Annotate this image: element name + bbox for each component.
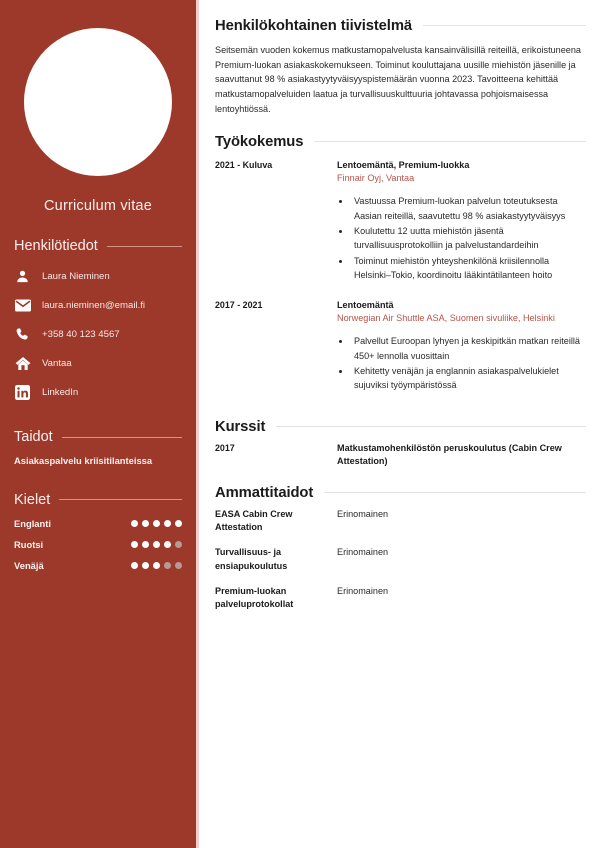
phone-icon	[14, 327, 31, 342]
profile-photo-container	[14, 0, 182, 176]
experience-body	[337, 299, 586, 394]
sidebar-heading-languages-label: Kielet	[14, 491, 51, 508]
proskill-row	[215, 585, 586, 611]
language-name: Englanti	[14, 517, 51, 529]
contact-email-value: laura.nieminen@email.fi	[42, 299, 146, 311]
experience-bullet: • Palvellut Euroopan lyhyen ja keskipitkän matkan reiteillä 450+ lennolla vuosittain	[351, 334, 586, 363]
home-icon	[14, 356, 31, 371]
rating-dot	[142, 541, 149, 548]
proskill-level: Erinomainen	[337, 585, 389, 596]
rating-dot	[164, 541, 171, 548]
contact-location-value: Vantaa	[42, 357, 72, 369]
rating-dot-empty	[175, 562, 182, 569]
proskill-level: Erinomainen	[337, 547, 389, 558]
section-heading-courses-label: Kurssit	[215, 418, 266, 435]
language-name: Ruotsi	[14, 538, 44, 550]
experience-bullet: • Koulutettu 12 uutta miehistön jäsentä turvallisuusprotokolliin ja palvelustandardeihin	[351, 224, 586, 253]
language-item	[14, 560, 182, 571]
section-rule	[276, 426, 586, 427]
course-date: 2017	[215, 442, 235, 453]
experience-bullet-list	[351, 194, 586, 282]
rating-dot	[153, 541, 160, 548]
rating-dot	[153, 562, 160, 569]
contact-item-location	[14, 351, 182, 376]
section-heading-summary-label: Henkilökohtainen tiivistelmä	[215, 18, 413, 34]
section-heading-proskills	[215, 485, 586, 501]
rating-dot	[175, 520, 182, 527]
course-entry	[215, 442, 586, 469]
course-body	[337, 442, 586, 469]
rating-dot	[164, 520, 171, 527]
contact-name-value: Laura Nieminen	[42, 270, 110, 282]
rating-dot	[142, 562, 149, 569]
heading-rule	[107, 246, 182, 247]
rating-dot-empty	[164, 562, 171, 569]
contact-linkedin-value: LinkedIn	[42, 386, 79, 398]
sidebar-heading-contact-label: Henkilötiedot	[14, 238, 98, 254]
experience-date: 2021 - Kuluva	[215, 159, 273, 170]
section-rule	[324, 492, 586, 493]
section-rule	[314, 141, 586, 142]
section-rule	[423, 25, 586, 26]
section-heading-experience	[215, 134, 586, 150]
contact-item-email[interactable]	[14, 293, 182, 318]
rating-dot	[131, 541, 138, 548]
experience-body	[337, 159, 586, 284]
rating-dot	[131, 562, 138, 569]
main-content	[199, 0, 600, 848]
proskill-row	[215, 546, 586, 572]
experience-bullet: • Vastuussa Premium-luokan palvelun toteutuksesta Aasian reiteillä, saavutettu 98 % asiakastyytyväisyys	[351, 194, 586, 223]
rating-dot-empty	[175, 541, 182, 548]
experience-role: Lentoemäntä	[337, 299, 394, 310]
experience-date: 2017 - 2021	[215, 299, 263, 310]
sidebar-heading-contact	[14, 238, 182, 254]
language-item	[14, 518, 182, 529]
language-rating	[131, 541, 182, 548]
proskill-level: Erinomainen	[337, 509, 389, 520]
contact-phone-value: +358 40 123 4567	[42, 328, 120, 340]
spacer	[215, 409, 586, 419]
heading-rule	[62, 437, 182, 438]
section-heading-courses	[215, 419, 586, 435]
proskill-name: Turvallisuus- ja ensiapukoulutus	[215, 547, 288, 571]
section-heading-experience-label: Työkokemus	[215, 133, 304, 150]
experience-entry	[215, 299, 586, 394]
experience-bullet-list	[351, 334, 586, 392]
contact-item-phone[interactable]	[14, 322, 182, 347]
experience-entry	[215, 159, 586, 284]
contact-item-name	[14, 264, 182, 289]
rating-dot	[153, 520, 160, 527]
person-icon	[14, 269, 31, 284]
section-heading-summary	[215, 18, 586, 34]
document-type-label: Curriculum vitae	[44, 198, 152, 214]
heading-rule	[59, 499, 182, 500]
email-icon	[14, 299, 31, 312]
experience-bullet: • Toiminut miehistön yhteyshenkilönä kriisilennolla Helsinki–Tokio, koordinoitu lääkintätilanteen hoito	[351, 254, 586, 283]
spacer	[215, 472, 586, 485]
proskill-row	[215, 508, 586, 534]
experience-bullet: • Kehitetty venäjän ja englannin asiakaspalvelukielet sujuviksi työympäristössä	[351, 364, 586, 393]
language-item	[14, 539, 182, 550]
language-rating	[131, 562, 182, 569]
language-name: Venäjä	[14, 559, 44, 571]
skill-item: Asiakaspalvelu kriisitilanteissa	[14, 455, 153, 466]
sidebar-heading-skills	[14, 429, 182, 445]
contact-item-linkedin[interactable]	[14, 380, 182, 405]
proskill-name: Premium-luokan palveluprotokollat	[215, 585, 294, 609]
proskill-name: EASA Cabin Crew Attestation	[215, 509, 293, 533]
avatar	[24, 28, 172, 176]
experience-organization: Norwegian Air Shuttle ASA, Suomen sivuliike, Helsinki	[337, 312, 555, 323]
rating-dot	[131, 520, 138, 527]
linkedin-icon	[14, 385, 31, 400]
language-rating	[131, 520, 182, 527]
sidebar-heading-languages	[14, 492, 182, 508]
sidebar	[0, 0, 199, 848]
summary-text: Seitsemän vuoden kokemus matkustamopalvelusta kansainvälisillä reiteillä, erikoistuneena Premium-luokan asiakaskokemukseen. Toiminut kouluttajana uusille miehistön jäsenille ja saavuttanut 98 % asiakastyytyväisyyspistemäärän vuonna 2023. Tavoitteena kehittää matkustamopalveluiden laatua ja turvallisuuskulttuuria johtavassa pohjoismaisessa lentoyhtiössä.	[215, 45, 581, 114]
section-heading-proskills-label: Ammattitaidot	[215, 485, 314, 502]
experience-organization: Finnair Oyj, Vantaa	[337, 172, 415, 183]
rating-dot	[142, 520, 149, 527]
course-title: Matkustamohenkilöstön peruskoulutus (Cabin Crew Attestation)	[337, 442, 562, 467]
experience-role: Lentoemäntä, Premium-luokka	[337, 159, 470, 170]
sidebar-heading-skills-label: Taidot	[14, 429, 53, 445]
